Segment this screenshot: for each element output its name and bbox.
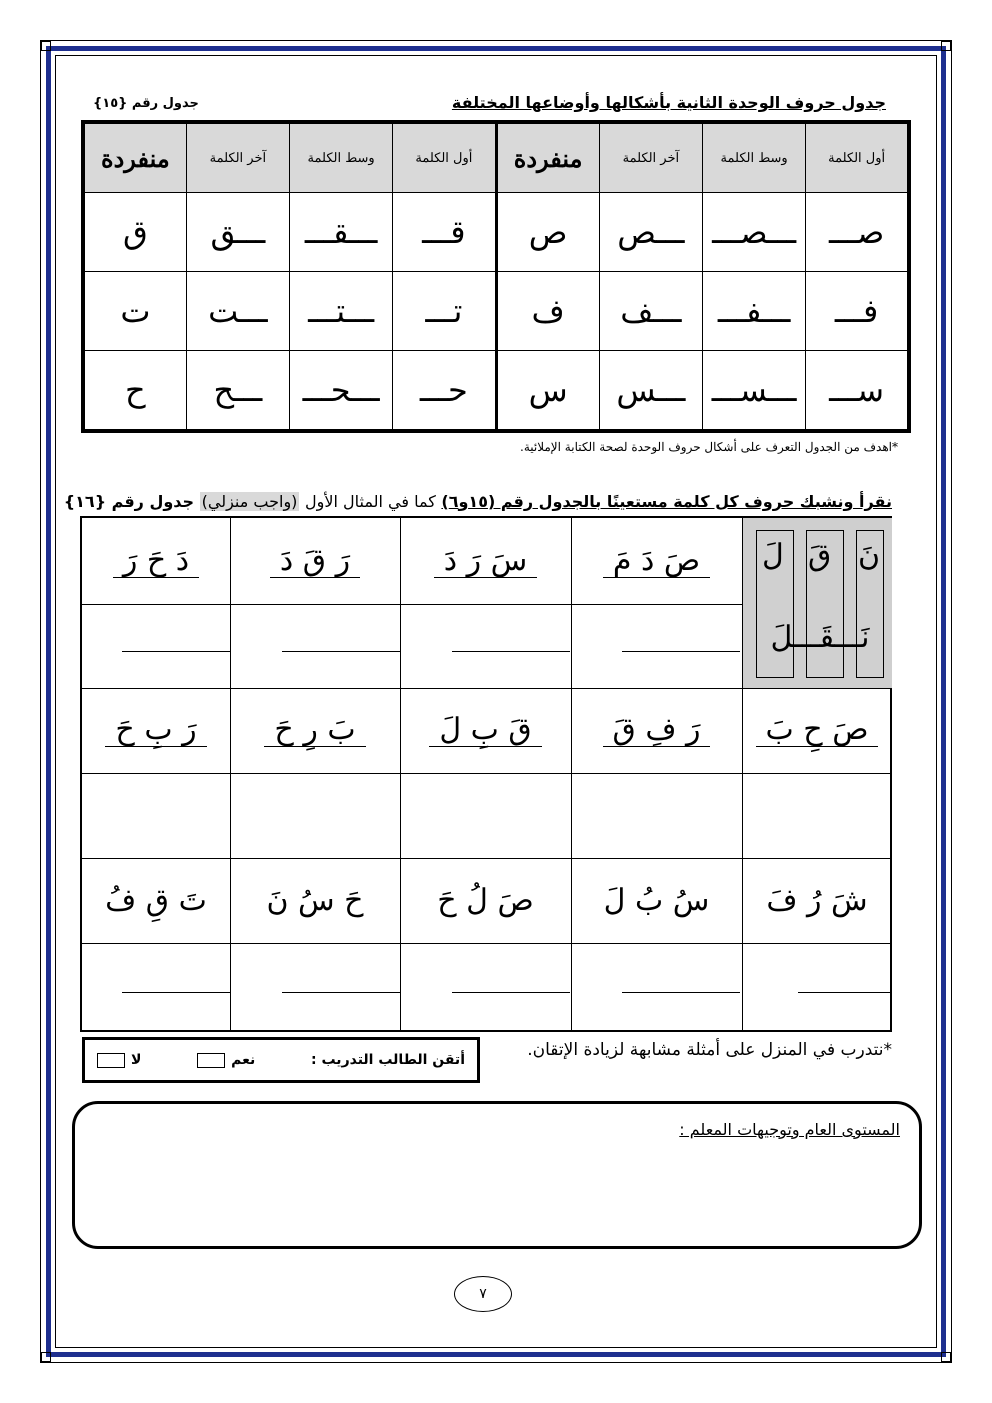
table15-header-row	[83, 122, 909, 193]
letter-cell: قـــ	[393, 193, 496, 272]
grid-line	[82, 773, 890, 774]
mastery-box	[82, 1037, 480, 1083]
letter-cell: ســـ	[806, 351, 909, 432]
answer-line[interactable]	[452, 992, 570, 993]
teacher-comments-label: المستوى العام وتوجيهات المعلم :	[679, 1120, 900, 1139]
no-label: لا	[131, 1052, 142, 1068]
answer-line[interactable]	[282, 651, 400, 652]
word: بَ رِ حَ	[264, 714, 365, 747]
word: صَ لُ حَ	[437, 883, 534, 918]
letter-cell: ق	[83, 193, 186, 272]
answer-line[interactable]	[622, 992, 740, 993]
letter-cell: ـــق	[186, 193, 289, 272]
word: قَ بِ لَ	[429, 714, 541, 747]
letter-cell: ص	[496, 193, 599, 272]
letter-cell: ـــصـــ	[703, 193, 806, 272]
letter-cell: ـــحـــ	[290, 351, 393, 432]
frame-corner	[941, 41, 951, 51]
letter-cell: ـــت	[186, 272, 289, 351]
letter-cell: فـــ	[806, 272, 909, 351]
yes-label: نعم	[231, 1052, 256, 1068]
letter-cell: ف	[496, 272, 599, 351]
word-cell	[82, 518, 230, 604]
table15-title: جدول حروف الوحدة الثانية بأشكالها وأوضاعها المختلفة	[451, 93, 886, 112]
example-letter: نَ	[858, 538, 881, 573]
table15-row	[83, 351, 909, 432]
table16-heading	[64, 492, 892, 511]
word: سُ بُ لَ	[603, 883, 710, 918]
word-cell	[400, 858, 571, 943]
yes-checkbox[interactable]	[197, 1053, 225, 1068]
table15-note: *اهدف من الجدول التعرف على أشكال حروف الوحدة لصحة الكتابة الإملائية.	[520, 440, 898, 454]
letter-cell: ـــح	[186, 351, 289, 432]
word-cell	[571, 858, 742, 943]
header-medial: وسط الكلمة	[703, 122, 806, 193]
grid-line	[82, 604, 742, 605]
word-cell	[742, 858, 892, 943]
header-initial: أول الكلمة	[806, 122, 909, 193]
frame-corner	[941, 1352, 951, 1362]
example-joined-word: نَـــقَـــلَ	[770, 620, 870, 655]
letter-cell: ـــس	[599, 351, 702, 432]
answer-line[interactable]	[798, 992, 890, 993]
example-letter: قَ	[808, 538, 832, 573]
table15-row	[83, 272, 909, 351]
word: شَ رُ فَ	[766, 883, 868, 918]
letter-cell: ـــســـ	[703, 351, 806, 432]
table15-row	[83, 193, 909, 272]
word-cell	[742, 688, 892, 773]
practice-note: *نتدرب في المنزل على أمثلة مشابهة لزيادة الإتقان.	[527, 1040, 892, 1060]
letter-cell: ح	[83, 351, 186, 432]
header-final: آخر الكلمة	[186, 122, 289, 193]
word: رَ قَ دَ	[270, 545, 360, 578]
word: حَ سُ نَ	[266, 883, 364, 918]
word-joining-table	[80, 516, 892, 1032]
word-cell	[400, 518, 571, 604]
letter-cell: تـــ	[393, 272, 496, 351]
homework-label: (واجب منزلي)	[201, 492, 298, 511]
no-checkbox[interactable]	[97, 1053, 125, 1068]
table16-instruction: نقرأ ونشبك حروف كل كلمة مستعينًا بالجدول رقم (١٥و٦)	[441, 492, 892, 511]
letter-cell: ـــص	[599, 193, 702, 272]
letter-cell: ـــفـــ	[703, 272, 806, 351]
page-number: ٧	[454, 1276, 512, 1312]
word: رَ فِ قَ	[603, 714, 711, 747]
word: رَ بِ حَ	[105, 714, 206, 747]
word-cell	[230, 518, 400, 604]
letter-cell: صـــ	[806, 193, 909, 272]
letter-cell: ـــقـــ	[290, 193, 393, 272]
table16-example-note: كما في المثال الأول	[305, 492, 436, 511]
example-letter: لَ	[762, 538, 784, 573]
header-medial: وسط الكلمة	[290, 122, 393, 193]
letter-forms-table	[81, 120, 911, 433]
mastery-yes-option[interactable]	[197, 1052, 255, 1068]
word-cell	[571, 688, 742, 773]
answer-line[interactable]	[282, 992, 400, 993]
word: دَ حَ رَ	[113, 545, 199, 578]
word-cell	[82, 688, 230, 773]
word-cell	[400, 688, 571, 773]
frame-corner	[41, 41, 51, 51]
answer-line[interactable]	[452, 651, 570, 652]
grid-line	[742, 518, 743, 1030]
word-cell	[230, 858, 400, 943]
word: تَ قِ فُ	[105, 883, 207, 918]
mastery-label: أتقن الطالب التدريب :	[311, 1052, 465, 1068]
word-cell	[571, 518, 742, 604]
word-cell	[82, 858, 230, 943]
word: صَ حِ بَ	[756, 714, 879, 747]
header-isolated: منفردة	[83, 122, 186, 193]
letter-cell: س	[496, 351, 599, 432]
word-cell	[230, 688, 400, 773]
word: سَ رَ دَ	[434, 545, 538, 578]
answer-line[interactable]	[122, 651, 230, 652]
header-final: آخر الكلمة	[599, 122, 702, 193]
header-isolated: منفردة	[496, 122, 599, 193]
mastery-no-option[interactable]	[97, 1052, 141, 1068]
grid-line	[82, 943, 890, 944]
table16-number: جدول رقم {١٦}	[63, 492, 195, 511]
letter-cell: حـــ	[393, 351, 496, 432]
word: صَ دَ مَ	[603, 545, 710, 578]
letter-cell: ت	[83, 272, 186, 351]
frame-corner	[41, 1352, 51, 1362]
answer-line[interactable]	[622, 651, 740, 652]
letter-cell: ـــف	[599, 272, 702, 351]
letter-cell: ـــتـــ	[290, 272, 393, 351]
table15-number: جدول رقم {١٥}	[93, 96, 199, 111]
answer-line[interactable]	[122, 992, 230, 993]
header-initial: أول الكلمة	[393, 122, 496, 193]
